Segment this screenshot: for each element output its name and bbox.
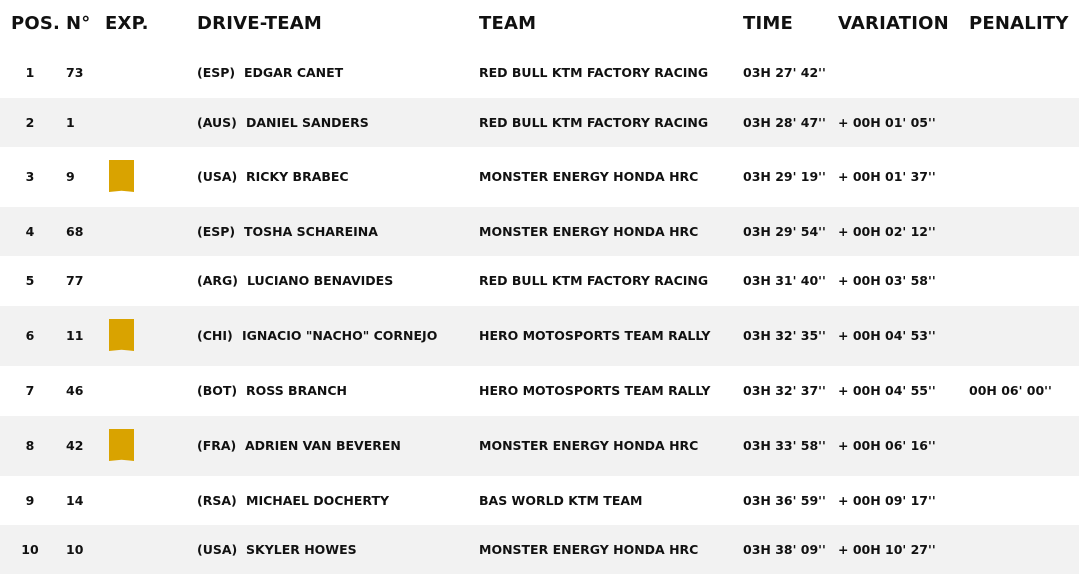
driver-name-cell[interactable]: DANIEL SANDERS <box>246 115 369 130</box>
variation-cell: + 00H 06' 16'' <box>838 438 936 453</box>
position-cell: 8 <box>25 438 35 453</box>
driver-name-cell[interactable]: TOSHA SCHAREINA <box>244 224 378 239</box>
expert-badge-icon <box>109 429 134 461</box>
position-cell: 2 <box>25 115 35 130</box>
position-cell: 4 <box>25 224 35 239</box>
bib-number-cell: 14 <box>66 493 84 508</box>
driver-name-cell[interactable]: ROSS BRANCH <box>246 383 347 398</box>
variation-cell: + 00H 04' 55'' <box>838 383 936 398</box>
driver-name-cell[interactable]: ADRIEN VAN BEVEREN <box>245 438 401 453</box>
variation-cell: + 00H 02' 12'' <box>838 224 936 239</box>
header-time: TIME <box>743 13 793 34</box>
table-row[interactable] <box>0 256 1079 306</box>
table-row[interactable] <box>0 98 1079 147</box>
variation-cell: + 00H 01' 05'' <box>838 115 936 130</box>
time-cell: 03H 32' 35'' <box>743 328 826 343</box>
table-body <box>0 48 1079 574</box>
time-cell: 03H 38' 09'' <box>743 542 826 557</box>
nationality-cell: (BOT) <box>197 383 238 398</box>
bib-number-cell: 1 <box>66 115 75 130</box>
driver-name-cell[interactable]: RICKY BRABEC <box>246 169 349 184</box>
bib-number-cell: 9 <box>66 169 75 184</box>
time-cell: 03H 32' 37'' <box>743 383 826 398</box>
nationality-cell: (ESP) <box>197 65 236 80</box>
nationality-cell: (ARG) <box>197 273 238 288</box>
team-cell: RED BULL KTM FACTORY RACING <box>479 65 709 80</box>
header-pos: POS. <box>11 13 61 34</box>
nationality-cell: (RSA) <box>197 493 237 508</box>
bib-number-cell: 46 <box>66 383 84 398</box>
table-row[interactable] <box>0 48 1079 98</box>
time-cell: 03H 36' 59'' <box>743 493 826 508</box>
time-cell: 03H 28' 47'' <box>743 115 826 130</box>
position-cell: 6 <box>25 328 35 343</box>
position-cell: 7 <box>25 383 35 398</box>
nationality-cell: (USA) <box>197 542 238 557</box>
penality-cell: 00H 06' 00'' <box>969 383 1052 398</box>
table-row[interactable] <box>0 416 1079 476</box>
time-cell: 03H 31' 40'' <box>743 273 826 288</box>
header-number: N° <box>66 13 91 34</box>
table-row[interactable] <box>0 476 1079 525</box>
expert-badge-icon <box>109 319 134 351</box>
time-cell: 03H 33' 58'' <box>743 438 826 453</box>
header-team: TEAM <box>479 13 537 34</box>
driver-name-cell[interactable]: MICHAEL DOCHERTY <box>246 493 390 508</box>
team-cell: MONSTER ENERGY HONDA HRC <box>479 542 699 557</box>
table-row[interactable] <box>0 207 1079 256</box>
team-cell: HERO MOTOSPORTS TEAM RALLY <box>479 383 711 398</box>
position-cell: 1 <box>25 65 35 80</box>
table-row[interactable] <box>0 306 1079 366</box>
nationality-cell: (ESP) <box>197 224 236 239</box>
variation-cell: + 00H 10' 27'' <box>838 542 936 557</box>
table-row[interactable] <box>0 147 1079 207</box>
position-cell: 3 <box>25 169 35 184</box>
bib-number-cell: 11 <box>66 328 84 343</box>
header-drive-team: DRIVE-TEAM <box>197 13 322 34</box>
driver-name-cell[interactable]: LUCIANO BENAVIDES <box>247 273 394 288</box>
team-cell: RED BULL KTM FACTORY RACING <box>479 115 709 130</box>
table-row[interactable] <box>0 525 1079 574</box>
team-cell: RED BULL KTM FACTORY RACING <box>479 273 709 288</box>
position-cell: 5 <box>25 273 35 288</box>
variation-cell: + 00H 09' 17'' <box>838 493 936 508</box>
header-penality: PENALITY <box>969 13 1069 34</box>
variation-cell: + 00H 01' 37'' <box>838 169 936 184</box>
bib-number-cell: 10 <box>66 542 84 557</box>
team-cell: HERO MOTOSPORTS TEAM RALLY <box>479 328 711 343</box>
time-cell: 03H 29' 19'' <box>743 169 826 184</box>
table-row[interactable] <box>0 366 1079 416</box>
driver-name-cell[interactable]: SKYLER HOWES <box>246 542 357 557</box>
team-cell: MONSTER ENERGY HONDA HRC <box>479 438 699 453</box>
table-header <box>0 0 1079 48</box>
position-cell: 9 <box>25 493 35 508</box>
variation-cell: + 00H 03' 58'' <box>838 273 936 288</box>
nationality-cell: (AUS) <box>197 115 237 130</box>
bib-number-cell: 77 <box>66 273 84 288</box>
team-cell: MONSTER ENERGY HONDA HRC <box>479 224 699 239</box>
expert-badge-icon <box>109 160 134 192</box>
time-cell: 03H 29' 54'' <box>743 224 826 239</box>
header-variation: VARIATION <box>838 13 949 34</box>
bib-number-cell: 68 <box>66 224 84 239</box>
position-cell: 10 <box>21 542 39 557</box>
nationality-cell: (FRA) <box>197 438 237 453</box>
header-expert: EXP. <box>105 13 149 34</box>
driver-name-cell[interactable]: IGNACIO "NACHO" CORNEJO <box>242 328 438 343</box>
driver-name-cell[interactable]: EDGAR CANET <box>244 65 344 80</box>
nationality-cell: (CHI) <box>197 328 233 343</box>
team-cell: MONSTER ENERGY HONDA HRC <box>479 169 699 184</box>
time-cell: 03H 27' 42'' <box>743 65 826 80</box>
bib-number-cell: 73 <box>66 65 84 80</box>
team-cell: BAS WORLD KTM TEAM <box>479 493 643 508</box>
variation-cell: + 00H 04' 53'' <box>838 328 936 343</box>
nationality-cell: (USA) <box>197 169 238 184</box>
bib-number-cell: 42 <box>66 438 84 453</box>
